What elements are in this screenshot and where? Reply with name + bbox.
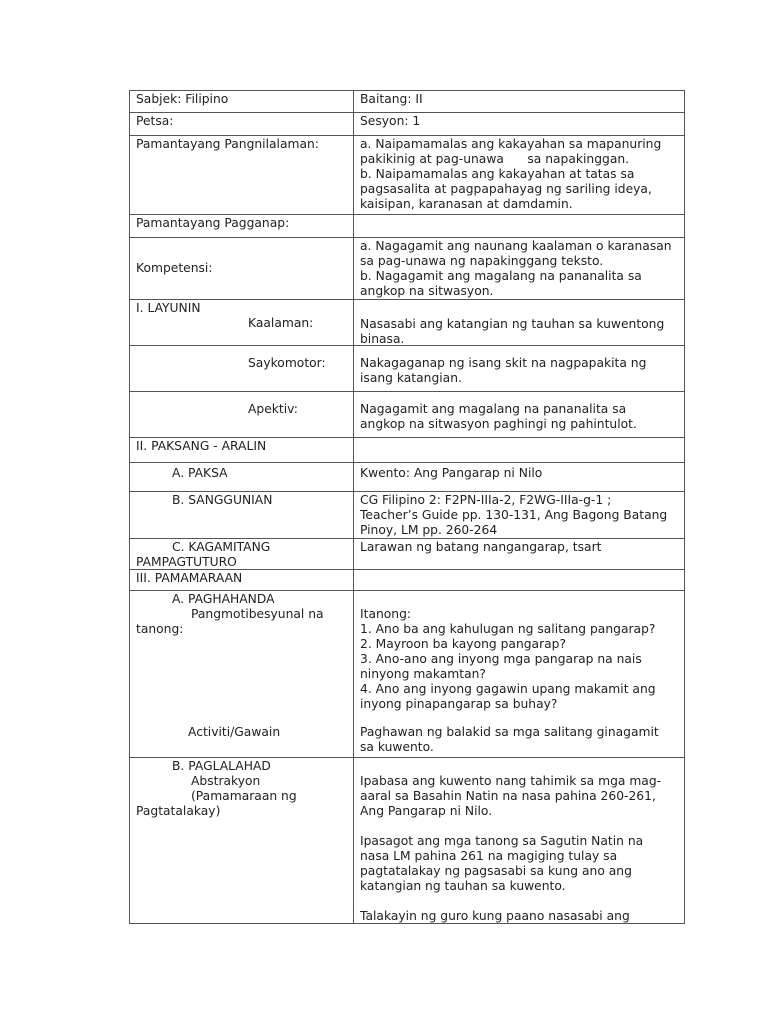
grade-label: Baitang: II xyxy=(360,92,423,106)
cell-value xyxy=(354,215,684,237)
cell-label xyxy=(130,136,354,214)
objectives-heading: I. LAYUNIN xyxy=(136,301,201,315)
subject-matter-heading: II. PAKSANG - ARALIN xyxy=(136,439,267,453)
table-row xyxy=(129,758,685,924)
table-row xyxy=(129,392,685,438)
table-row xyxy=(129,238,685,300)
abstraction-label: (Pamamaraan ng xyxy=(191,789,297,803)
table-row xyxy=(129,539,685,570)
text-line: kaisipan, karanasan at damdamin. xyxy=(360,197,573,211)
cell-label xyxy=(130,492,354,538)
text-line: pagsasalita at pagpapahayag ng sariling ideya, xyxy=(360,182,652,196)
cell-label xyxy=(130,438,354,462)
cell-label xyxy=(130,392,354,437)
procedure-heading: III. PAMAMARAAN xyxy=(136,571,243,585)
text-line: 1. Ano ba ang kahulugan ng salitang pangarap? xyxy=(360,622,656,636)
preparation-text xyxy=(354,591,684,757)
text-line: a. Naipamamalas ang kakayahan sa mapanuring xyxy=(360,137,662,151)
cell-value xyxy=(354,113,684,135)
text-line: ninyong makamtan? xyxy=(360,667,486,681)
table-row xyxy=(129,463,685,492)
text-line: 2. Mayroon ba kayong pangarap? xyxy=(360,637,566,651)
cell-value xyxy=(354,91,684,112)
preparation-heading: A. PAGHAHANDA xyxy=(172,592,275,606)
cell-label xyxy=(130,113,354,135)
references-label: B. SANGGUNIAN xyxy=(172,493,273,507)
cell-value xyxy=(354,570,684,590)
text-line: Talakayin ng guro kung paano nasasabi ang xyxy=(360,909,630,923)
cell-label xyxy=(130,346,354,391)
table-row xyxy=(129,591,685,758)
psychomotor-text xyxy=(354,346,684,391)
text-line: Itanong: xyxy=(360,607,412,621)
text-line: Nasasabi ang katangian ng tauhan sa kuwentong xyxy=(360,317,665,331)
cell-label xyxy=(130,215,354,237)
lesson-plan-table xyxy=(129,90,685,924)
performance-standard-label: Pamantayang Pagganap: xyxy=(136,216,290,230)
text-line: inyong pinapangarap sa buhay? xyxy=(360,697,558,711)
affective-label: Apektiv: xyxy=(248,402,298,416)
table-row xyxy=(129,136,685,215)
text-line: nasa LM pahina 261 na magiging tulay sa xyxy=(360,849,618,863)
table-row xyxy=(129,346,685,392)
table-row xyxy=(129,90,685,113)
materials-label: C. KAGAMITANG xyxy=(172,540,271,554)
session-label: Sesyon: 1 xyxy=(360,114,421,128)
text-line: CG Filipino 2: F2PN-IIIa-2, F2WG-IIIa-g-1 ; xyxy=(360,493,612,507)
subject-label: Sabjek: Filipino xyxy=(136,92,229,106)
abstraction-label: Abstrakyon xyxy=(191,774,261,788)
text-line: angkop na sitwasyon paghingi ng pahintulot. xyxy=(360,417,637,431)
text-line: 4. Ano ang inyong gagawin upang makamit ang xyxy=(360,682,656,696)
text-line: sa pag-unawa ng napakinggang teksto. xyxy=(360,254,604,268)
cell-label xyxy=(130,238,354,299)
cell-value xyxy=(354,438,684,462)
text-line: Pinoy, LM pp. 260-264 xyxy=(360,523,498,537)
table-row xyxy=(129,300,685,346)
text-line: binasa. xyxy=(360,332,405,346)
affective-text xyxy=(354,392,684,437)
psychomotor-label: Saykomotor: xyxy=(248,356,326,370)
abstraction-label: Pagtatalakay) xyxy=(136,804,221,818)
text-line: Nakagaganap ng isang skit na nagpapakita ng xyxy=(360,356,647,370)
table-row xyxy=(129,438,685,463)
cell-label xyxy=(130,91,354,112)
text-line: Ipabasa ang kuwento nang tahimik sa mga mag- xyxy=(360,774,662,788)
motivational-question-label: tanong: xyxy=(136,622,184,636)
table-row xyxy=(129,113,685,136)
table-row xyxy=(129,215,685,238)
topic-text: Kwento: Ang Pangarap ni Nilo xyxy=(360,466,543,480)
cell-label xyxy=(130,463,354,491)
date-label: Petsa: xyxy=(136,114,174,128)
text-line: Paghawan ng balakid sa mga salitang ginagamit xyxy=(360,725,659,739)
cell-value xyxy=(354,463,684,491)
text-line: angkop na sitwasyon. xyxy=(360,284,494,298)
text-line: b. Nagagamit ang magalang na pananalita sa xyxy=(360,269,642,283)
text-line: pakikinig at pag-unawa sa napakinggan. xyxy=(360,152,630,166)
cell-label xyxy=(130,300,354,345)
text-line: Teacher’s Guide pp. 130-131, Ang Bagong Batang xyxy=(360,508,668,522)
competency-text xyxy=(354,238,684,299)
topic-label: A. PAKSA xyxy=(172,466,228,480)
text-line: sa kuwento. xyxy=(360,740,434,754)
competency-label: Kompetensi: xyxy=(136,261,213,275)
cell-value xyxy=(354,539,684,569)
motivational-question-label: Pangmotibesyunal na xyxy=(191,607,324,621)
table-row xyxy=(129,570,685,591)
presentation-text xyxy=(354,758,684,923)
table-row xyxy=(129,492,685,539)
cell-label xyxy=(130,591,354,757)
content-standard-label: Pamantayang Pangnilalaman: xyxy=(136,137,319,151)
text-line: a. Nagagamit ang naunang kaalaman o karanasan xyxy=(360,239,672,253)
text-line: aaral sa Basahin Natin na nasa pahina 260-261, xyxy=(360,789,656,803)
content-standard-text xyxy=(354,136,684,214)
activity-label: Activiti/Gawain xyxy=(188,725,281,739)
materials-label: PAMPAGTUTURO xyxy=(136,555,237,569)
materials-text: Larawan ng batang nangangarap, tsart xyxy=(360,540,602,554)
cell-label xyxy=(130,570,354,590)
knowledge-text xyxy=(354,300,684,345)
text-line: 3. Ano-ano ang inyong mga pangarap na nais xyxy=(360,652,642,666)
text-line: Nagagamit ang magalang na pananalita sa xyxy=(360,402,627,416)
text-line: katangian ng tauhan sa kuwento. xyxy=(360,879,566,893)
text-line: pagtatalakay ng pagsasabi sa kung ano ang xyxy=(360,864,632,878)
text-line: Ipasagot ang mga tanong sa Sagutin Natin na xyxy=(360,834,644,848)
text-line: b. Naipamamalas ang kakayahan at tatas sa xyxy=(360,167,635,181)
references-text xyxy=(354,492,684,538)
cell-label xyxy=(130,539,354,569)
knowledge-label: Kaalaman: xyxy=(248,316,314,330)
cell-label xyxy=(130,758,354,923)
text-line: isang katangian. xyxy=(360,371,462,385)
text-line: Ang Pangarap ni Nilo. xyxy=(360,804,493,818)
presentation-heading: B. PAGLALAHAD xyxy=(172,759,271,773)
